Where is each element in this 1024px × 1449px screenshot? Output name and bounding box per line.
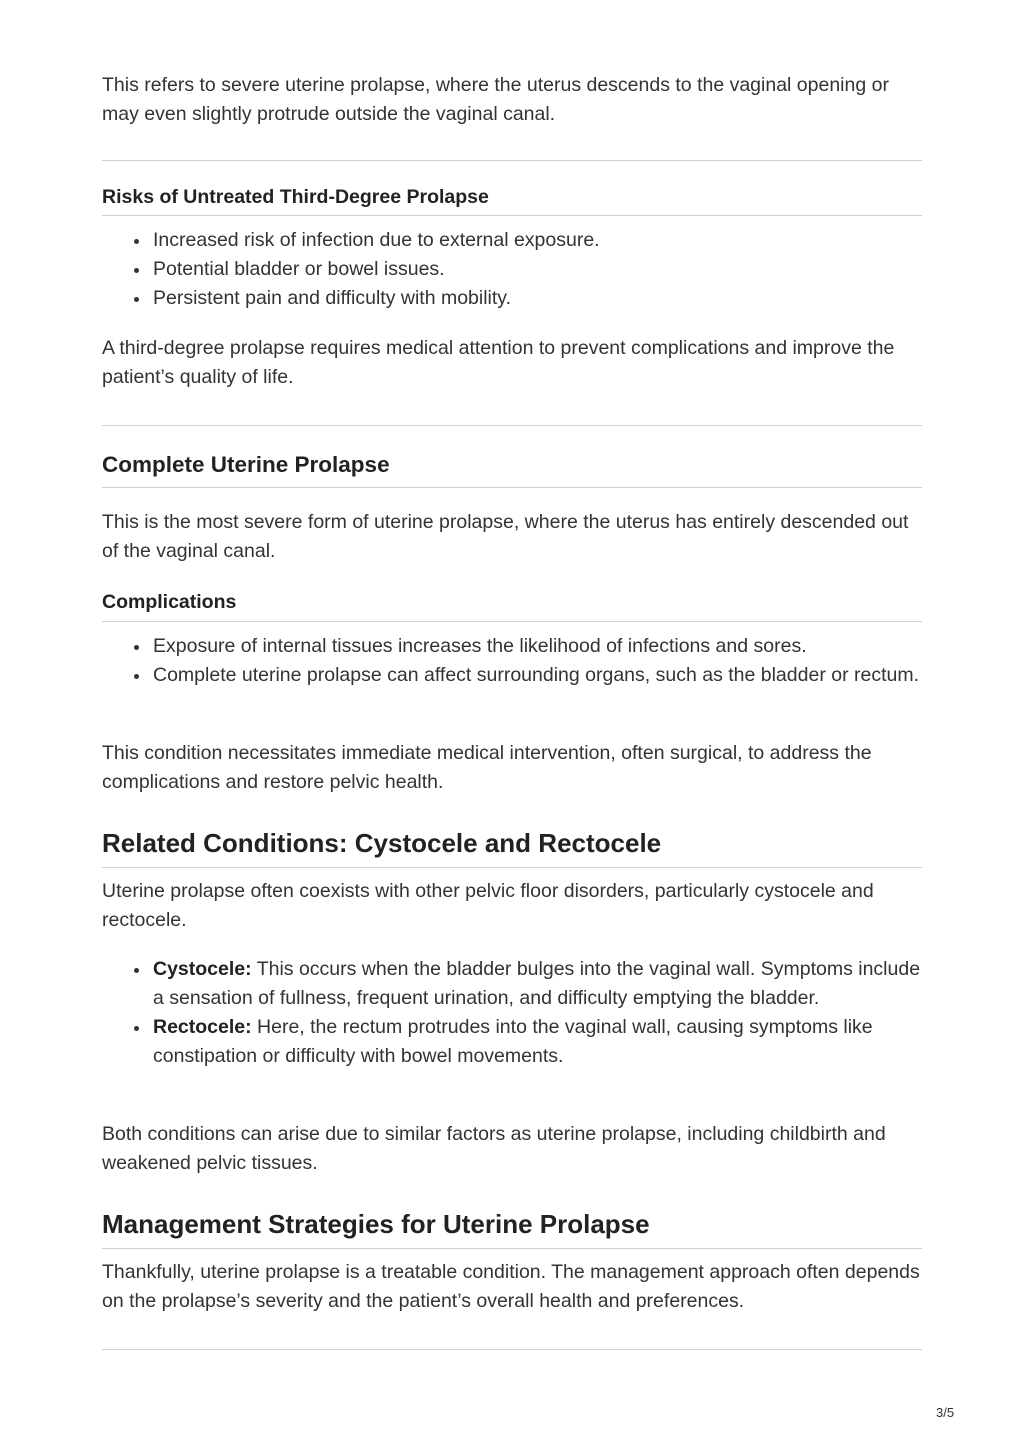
list-item-text: Increased risk of infection due to external exposure. bbox=[153, 229, 600, 251]
divider bbox=[102, 1349, 922, 1350]
rectocele-description: Here, the rectum protrudes into the vaginal wall, causing symptoms like constipation or difficulty with bowel movements. bbox=[153, 1016, 873, 1067]
bullet-icon bbox=[134, 1026, 139, 1031]
rectocele-term: Rectocele: bbox=[153, 1016, 252, 1038]
page-number: 3/5 bbox=[936, 1405, 955, 1420]
heading-underline bbox=[102, 621, 922, 622]
intro-paragraph: This refers to severe uterine prolapse, where the uterus descends to the vaginal opening or may even slightly protrude outside the vaginal canal. bbox=[102, 74, 889, 125]
bullet-icon bbox=[134, 645, 139, 650]
list-item-text: Potential bladder or bowel issues. bbox=[153, 258, 445, 280]
management-heading: Management Strategies for Uterine Prolapse bbox=[102, 1209, 650, 1239]
heading-underline bbox=[102, 867, 922, 868]
complications-list bbox=[102, 632, 922, 690]
related-conditions-paragraph: Uterine prolapse often coexists with other pelvic floor disorders, particularly cystocele and rectocele. bbox=[102, 880, 874, 931]
list-item bbox=[102, 255, 922, 284]
complete-prolapse-heading: Complete Uterine Prolapse bbox=[102, 452, 390, 477]
complete-prolapse-closing-paragraph: This condition necessitates immediate medical intervention, often surgical, to address the complications and restore pelvic health. bbox=[102, 742, 872, 793]
list-item bbox=[102, 226, 922, 255]
bullet-icon bbox=[134, 674, 139, 679]
list-item-text: Persistent pain and difficulty with mobility. bbox=[153, 287, 512, 309]
divider bbox=[102, 425, 922, 426]
related-conditions-list bbox=[102, 955, 922, 1071]
related-conditions-closing-paragraph: Both conditions can arise due to similar factors as uterine prolapse, including childbirth and weakened pelvic tissues. bbox=[102, 1123, 886, 1174]
bullet-icon bbox=[134, 239, 139, 244]
cystocele-description: This occurs when the bladder bulges into the vaginal wall. Symptoms include a sensation of fullness, frequent urination, and difficulty emptying the bladder. bbox=[153, 958, 921, 1009]
list-item bbox=[102, 955, 922, 1013]
bullet-icon bbox=[134, 297, 139, 302]
divider bbox=[102, 160, 922, 161]
risks-closing-paragraph: A third-degree prolapse requires medical attention to prevent complications and improve the patient’s quality of life. bbox=[102, 337, 895, 388]
list-item bbox=[102, 661, 922, 690]
list-item bbox=[102, 284, 922, 313]
management-paragraph: Thankfully, uterine prolapse is a treatable condition. The management approach often depends on the prolapse’s severity and the patient’s overall health and preferences. bbox=[102, 1261, 920, 1312]
related-conditions-heading: Related Conditions: Cystocele and Rectocele bbox=[102, 828, 662, 858]
cystocele-term: Cystocele: bbox=[153, 958, 252, 980]
heading-underline bbox=[102, 1248, 922, 1249]
list-item bbox=[102, 632, 922, 661]
list-item bbox=[102, 1013, 922, 1071]
heading-underline bbox=[102, 215, 922, 216]
risks-heading: Risks of Untreated Third-Degree Prolapse bbox=[102, 186, 489, 208]
bullet-icon bbox=[134, 968, 139, 973]
complete-prolapse-paragraph: This is the most severe form of uterine prolapse, where the uterus has entirely descended out of the vaginal canal. bbox=[102, 511, 909, 562]
list-item-text: Exposure of internal tissues increases the likelihood of infections and sores. bbox=[153, 635, 807, 657]
list-item-text: Complete uterine prolapse can affect surrounding organs, such as the bladder or rectum. bbox=[153, 664, 919, 686]
complications-heading: Complications bbox=[102, 591, 237, 613]
bullet-icon bbox=[134, 268, 139, 273]
risks-list bbox=[102, 226, 922, 313]
heading-underline bbox=[102, 487, 922, 488]
